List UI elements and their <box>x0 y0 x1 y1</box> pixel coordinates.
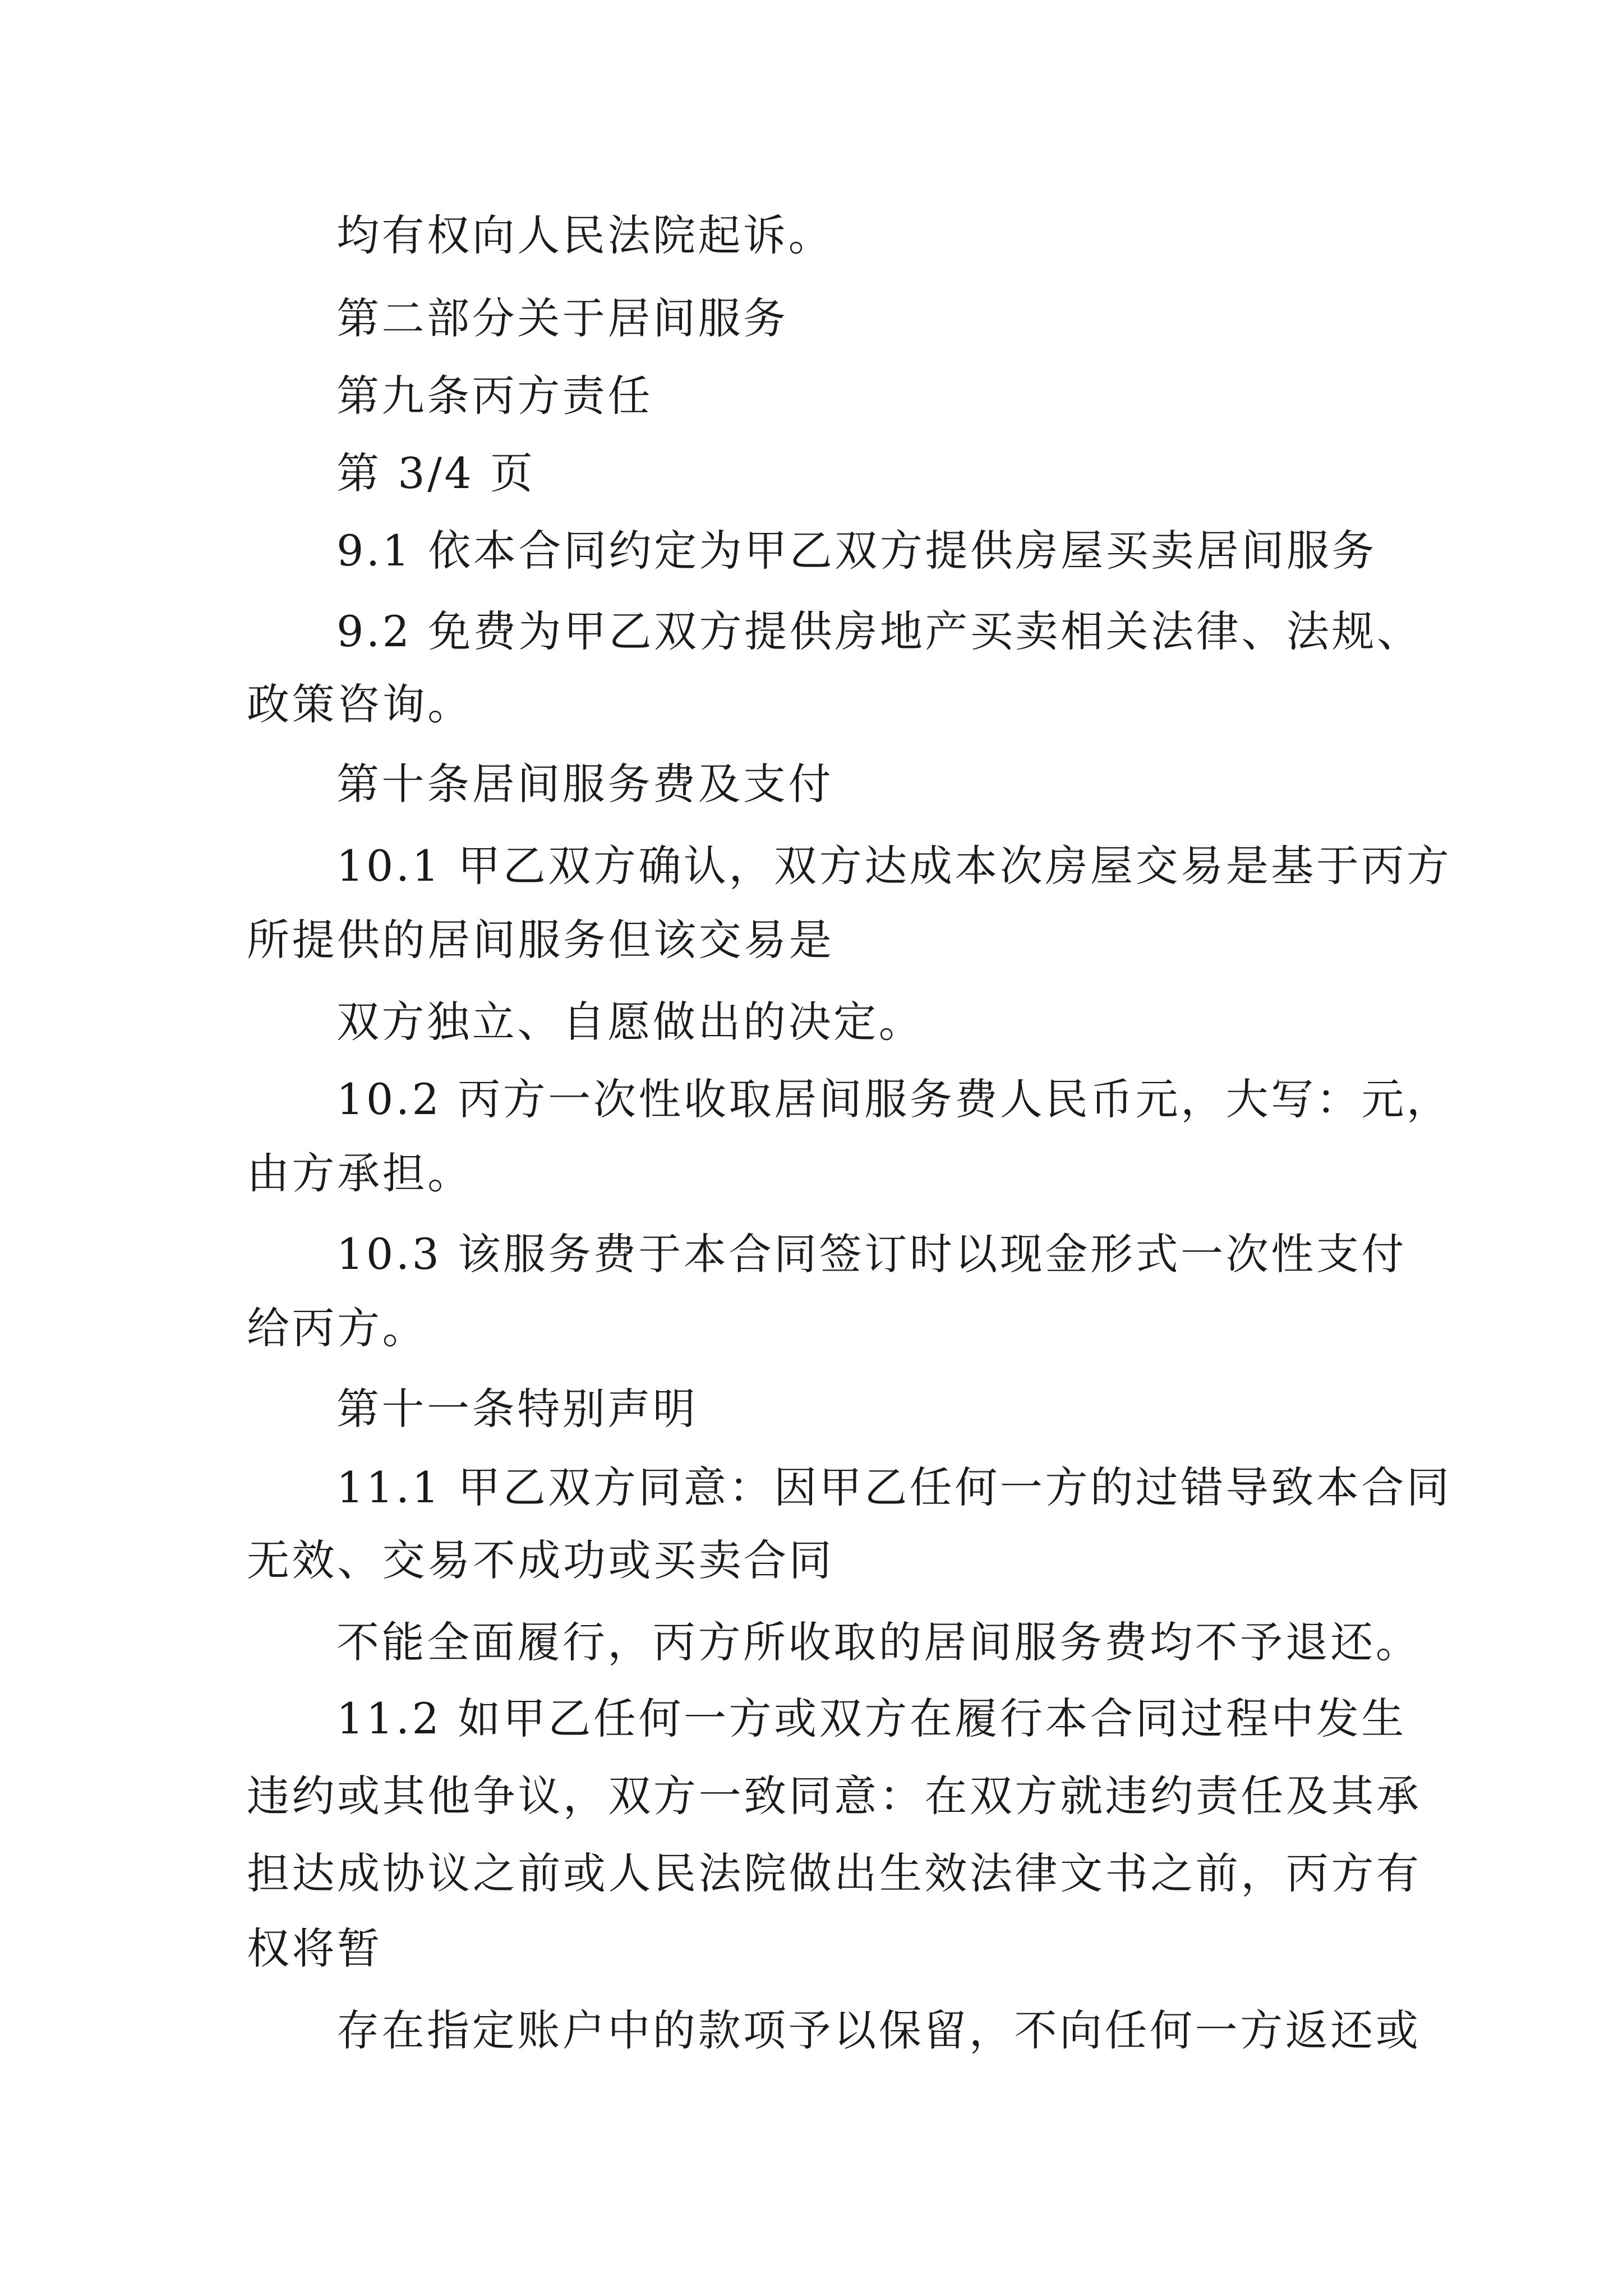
clause-continuation: 由方承担。 <box>247 1148 473 1198</box>
clause-continuation: 无效、交易不成功或买卖合同 <box>247 1535 834 1585</box>
paragraph-line: 均有权向人民法院起诉。 <box>336 210 834 260</box>
clause-continuation: 担达成协议之前或人民法院做出生效法律文书之前，丙方有 <box>247 1848 1422 1898</box>
clause-continuation: 政策咨询。 <box>247 679 473 729</box>
paragraph-line: 双方独立、自愿做出的决定。 <box>336 997 924 1047</box>
clause-continuation: 权将暂 <box>247 1924 382 1973</box>
clause-continuation: 给丙方。 <box>247 1303 428 1353</box>
article-heading: 第十条居间服务费及支付 <box>336 759 834 809</box>
section-heading: 第二部分关于居间服务 <box>336 293 789 343</box>
clause-continuation: 所提供的居间服务但该交易是 <box>247 915 834 965</box>
clause-line: 9.1 依本合同约定为甲乙双方提供房屋买卖居间服务 <box>336 526 1377 576</box>
page-number: 第 3/4 页 <box>336 448 536 498</box>
clause-line: 10.2 丙方一次性收取居间服务费人民币元，大写：元， <box>336 1074 1452 1124</box>
paragraph-line: 存在指定账户中的款项予以保留，不向任何一方返还或 <box>336 2005 1421 2055</box>
article-heading: 第九条丙方责任 <box>336 371 653 421</box>
clause-line: 11.2 如甲乙任何一方或双方在履行本合同过程中发生 <box>336 1694 1407 1743</box>
clause-line: 11.1 甲乙双方同意：因甲乙任何一方的过错导致本合同 <box>336 1462 1452 1512</box>
clause-line: 10.3 该服务费于本合同签订时以现金形式一次性支付 <box>336 1229 1407 1279</box>
clause-line: 10.1 甲乙双方确认，双方达成本次房屋交易是基于丙方 <box>336 841 1452 891</box>
clause-continuation: 违约或其他争议，双方一致同意：在双方就违约责任及其承 <box>247 1771 1422 1821</box>
article-heading: 第十一条特别声明 <box>336 1384 698 1434</box>
paragraph-line: 不能全面履行，丙方所收取的居间服务费均不予退还。 <box>336 1617 1421 1667</box>
clause-line: 9.2 免费为甲乙双方提供房地产买卖相关法律、法规、 <box>336 606 1422 656</box>
